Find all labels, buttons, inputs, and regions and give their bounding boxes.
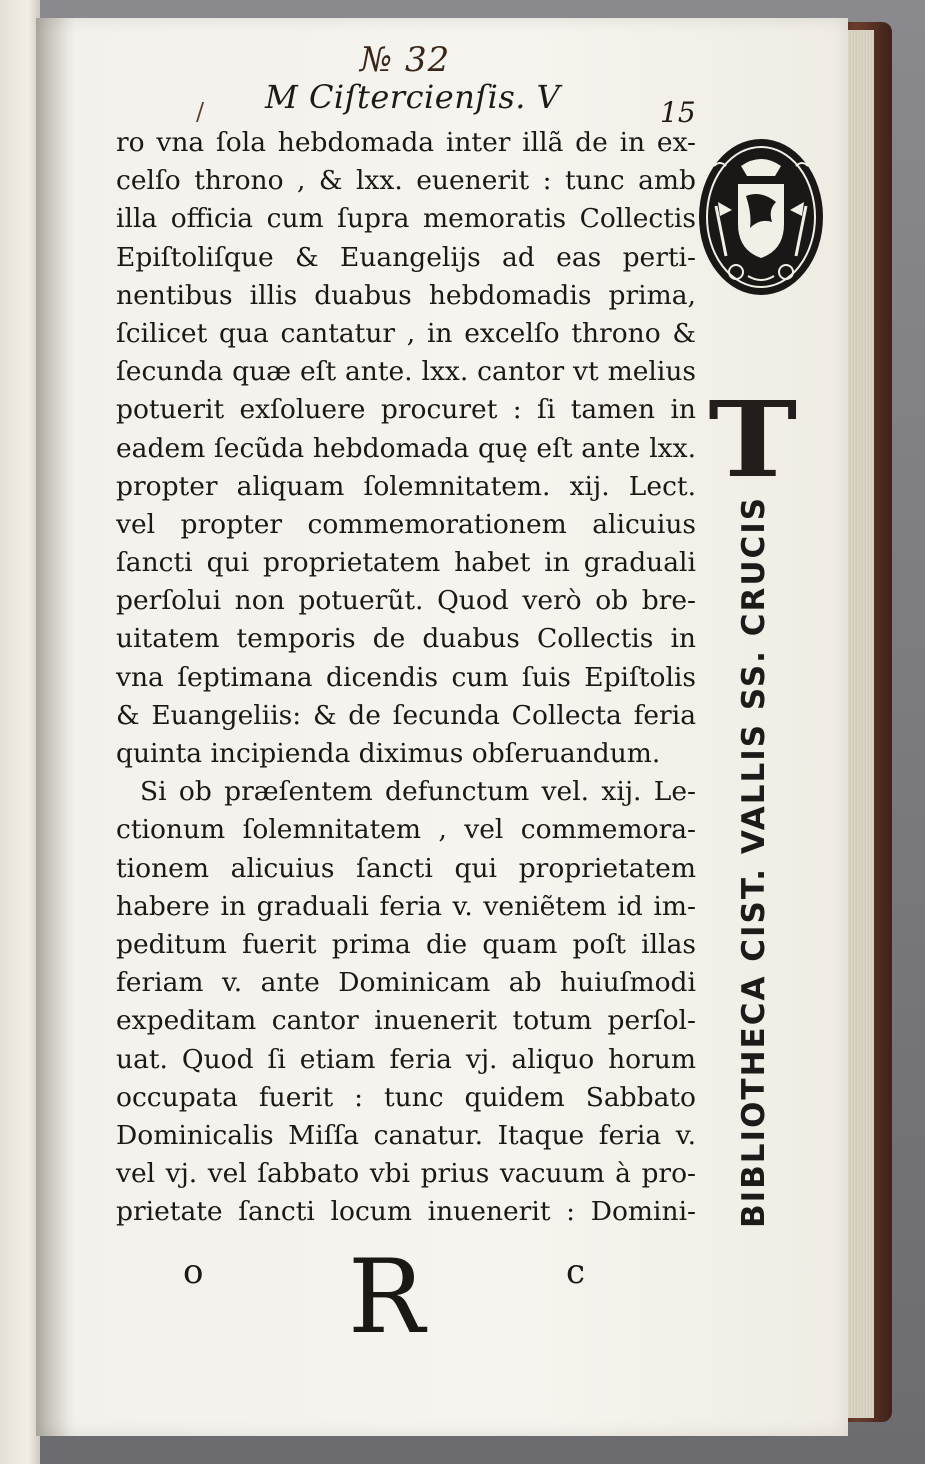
text-line: ſecunda quæ eſt ante. lxx. cantor vt melius: [116, 356, 696, 388]
margin-letter-t: T: [708, 378, 798, 501]
text-line: illa officia cum ſupra memoratis Collectis: [116, 203, 696, 235]
text-line: ſancti qui proprietatem habet in graduali: [116, 547, 696, 579]
text-line: vel vj. vel ſabbato vbi prius vacuum à pro-: [116, 1158, 696, 1190]
text-line: ctionum ſolemnitatem , vel commemora-: [116, 814, 696, 846]
text-line: uat. Quod ſi etiam feria vj. aliquo horum: [116, 1043, 696, 1075]
text-line: expeditam cantor inuenerit totum perſol-: [116, 1005, 696, 1037]
text-line: celſo throno , & lxx. euenerit : tunc amb: [116, 165, 696, 197]
text-line: habere in graduali feria v. veniẽtem id im-: [116, 890, 696, 922]
text-line: uitatem temporis de duabus Collectis in: [116, 623, 696, 655]
text-line: vna ſeptimana dicendis cum ſuis Epiſtolis: [116, 661, 696, 693]
text-line: occupata fuerit : tunc quidem Sabbato: [116, 1081, 696, 1113]
signature-mark-c: c: [566, 1252, 586, 1292]
heraldic-seal-icon: [696, 136, 826, 298]
text-line: nentibus illis duabus hebdomadis prima,: [116, 279, 696, 311]
text-line: perſolui non potuerũt. Quod verò ob bre-: [116, 585, 696, 617]
text-line: ro vna ſola hebdomada inter illã de in ex-: [116, 127, 696, 158]
signature-mark-r: R: [348, 1238, 425, 1357]
gutter-shadow: [36, 18, 76, 1436]
library-stamp: BIBLIOTHECA CIST. VALLIS SS. CRUCIS: [736, 495, 772, 1228]
text-line: feriam v. ante Dominicam ab huiuſmodi: [116, 967, 696, 999]
text-line: eadem ſecũda hebdomada quę eſt ante lxx.: [116, 432, 696, 464]
text-line: & Euangeliis: & de ſecunda Collecta feria: [116, 699, 696, 731]
text-line: Epiſtoliſque & Euangelijs ad eas perti-: [116, 241, 696, 273]
signature-mark-o: o: [183, 1252, 204, 1292]
pen-mark: /: [196, 98, 205, 126]
page-number: 15: [660, 96, 696, 129]
text-line: prietate ſancti locum inuenerit : Domini-: [116, 1196, 696, 1228]
text-line: propter aliquam ſolemnitatem. xij. Lect.: [116, 470, 696, 502]
inventory-note: № 32: [360, 40, 451, 80]
running-head: M Ciſtercienſis. V: [265, 78, 561, 116]
text-line: Dominicalis Miſſa canatur. Itaque feria v.: [116, 1119, 696, 1151]
left-page-edge: [0, 0, 40, 1464]
text-line: vel propter commemorationem alicuius: [116, 508, 696, 540]
text-line: quinta incipienda diximus obſeruandum.: [116, 738, 661, 769]
text-line: potuerit exſoluere procuret : ſi tamen in: [116, 394, 696, 426]
text-line: ſcilicet qua cantatur , in excelſo throno &: [116, 317, 696, 349]
text-line: Si ob præſentem defunctum vel. xij. Le-: [140, 776, 696, 808]
body-text: [116, 124, 696, 1231]
text-line: tionem alicuius ſancti qui proprietatem: [116, 852, 696, 884]
text-line: peditum fuerit prima die quam poſt illas: [116, 928, 696, 960]
